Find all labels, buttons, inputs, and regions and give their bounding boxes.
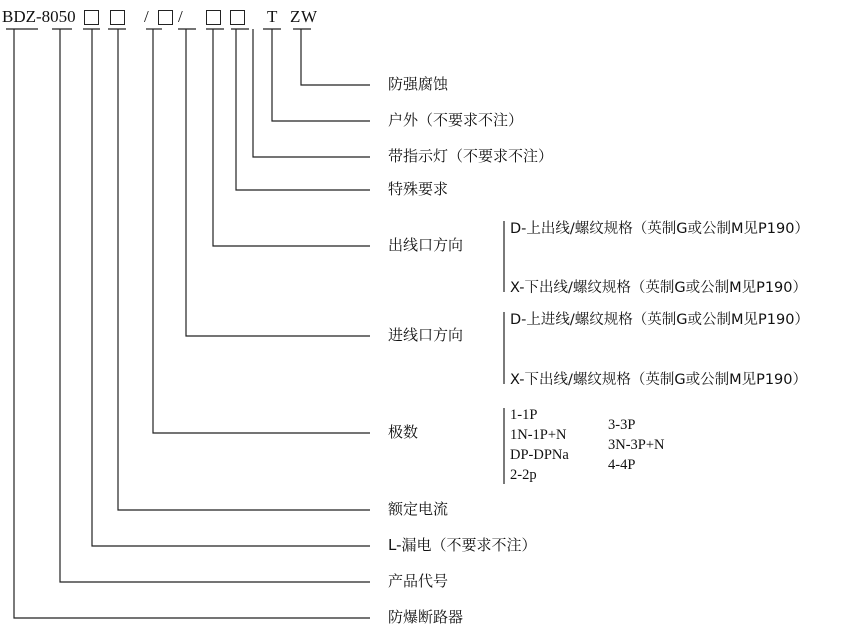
pole-option: 3N-3P+N — [608, 437, 665, 453]
pole-option: 1N-1P+N — [510, 427, 567, 443]
label-anticorrosion: 防强腐蚀 — [388, 75, 449, 93]
label-indicator-light: 带指示灯（不要求不注） — [388, 147, 554, 165]
code-box-5 — [230, 10, 245, 25]
label-special: 特殊要求 — [388, 180, 449, 198]
code-slash-1: / — [144, 7, 149, 26]
label-inlet-direction: 进线口方向 — [388, 326, 464, 344]
code-suffix-t: T — [267, 7, 278, 26]
pole-option: 2-2p — [510, 467, 537, 483]
outlet-option-upper: D-上出线/螺纹规格（英制G或公制M见P190） — [510, 221, 809, 237]
code-box-3 — [158, 10, 173, 25]
inlet-option-upper: D-上进线/螺纹规格（英制G或公制M见P190） — [510, 312, 809, 328]
code-suffix-z: Z — [290, 7, 301, 26]
pole-option: 3-3P — [608, 417, 636, 433]
label-outlet-direction: 出线口方向 — [388, 236, 464, 254]
pole-option: 4-4P — [608, 457, 636, 473]
code-box-1 — [84, 10, 99, 25]
pole-option: 1-1P — [510, 407, 538, 423]
label-rated-current: 额定电流 — [388, 500, 449, 518]
code-suffix-w: W — [301, 7, 318, 26]
code-box-4 — [206, 10, 221, 25]
label-leakage: L-漏电（不要求不注） — [388, 536, 537, 554]
inlet-option-lower: X-下出线/螺纹规格（英制G或公制M见P190） — [510, 372, 807, 388]
label-poles: 极数 — [388, 423, 419, 441]
code-slash-2: / — [178, 7, 183, 26]
outlet-option-lower: X-下出线/螺纹规格（英制G或公制M见P190） — [510, 280, 807, 296]
code-box-2 — [110, 10, 125, 25]
label-outdoor: 户外（不要求不注） — [388, 111, 524, 129]
label-product-code: 产品代号 — [388, 572, 449, 590]
model-prefix: BDZ-8050 — [2, 7, 76, 26]
pole-option: DP-DPNa — [510, 447, 569, 463]
label-product-name: 防爆断路器 — [388, 608, 464, 626]
